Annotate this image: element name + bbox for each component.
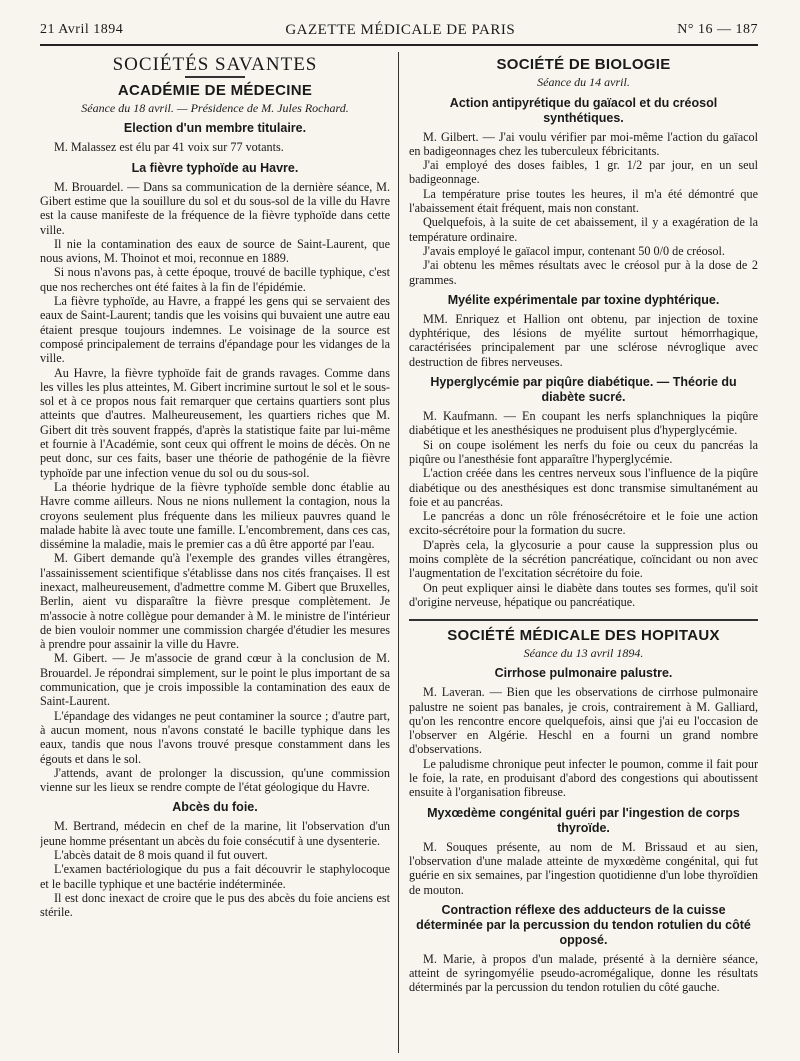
article-paragraph: M. Bertrand, médecin en chef de la marine, lit l'observation d'un jeune homme présentant un abcès du foie consécutif à une dysenterie. [40,819,390,848]
article-paragraph: M. Marie, à propos d'un malade, présenté à la dernière séance, atteint de syringomyélie pseudo-acromégalique, donne les résultats déterminés par la percussion du tendon rotulien du côté gauche. [409,951,758,995]
article-heading-hyperglycemie: Hyperglycémie par piqûre diabétique. — Théorie du diabète sucré. [430,375,737,405]
article-paragraph: D'après cela, la glycosurie a pour cause la suppression plus ou moins complète de la sécrétion pancréatique, coïncidant ou non avec l'augmentation de l'excitation sécrétoire du foie. [409,537,758,581]
article-paragraph: On peut expliquer ainsi le diabète dans toutes ses formes, qu'il soit d'origine nerveuse, hépatique ou pancréatique. [409,580,758,609]
article-paragraph: J'ai employé des doses faibles, 1 gr. 1/2 par jour, en un seul badigeonnage. [409,158,758,187]
article-paragraph: M. Souques présente, au nom de M. Brissaud et au sien, l'observation d'une malade atteinte de myxœdème congénital, qui fut guérie en six semaines, par l'ingestion quotidienne d'un lobe thyroïdien de mouton. [409,839,758,897]
article-heading-myelite: Myélite expérimentale par toxine dyphtérique. [447,292,720,307]
article-paragraph: M. Gibert demande qu'à l'exemple des grandes villes étrangères, l'assainissement scientifique s'établisse dans nos cités françaises. Il est inexact, malheureusement, d'admettre comme M. Gibert que Bruxelles, Berlin, aient vu disparaître la fièvre presque complètement. Je m'associe à notre collègue pour demander à M. le ministre de l'intérieur de bien vouloir nommer une commission chargée d'étudier les mesures à prendre pour assainir la ville du Havre. [40,551,390,652]
seance-line-biologie: Séance du 14 avril. [537,75,630,90]
article-paragraph: M. Gilbert. — J'ai voulu vérifier par moi-même l'action du gaïacol en badigeonnages chez les tuberculeux fébricitants. [409,129,758,158]
section-divider [409,619,758,621]
article-paragraph: La température prise toutes les heures, il m'a été démontré que l'abaissement était fréquent, mais non constant. [409,186,758,216]
article-heading-gaiacol: Action antipyrétique du gaïacol et du créosol synthétiques. [449,95,718,125]
page-header [40,16,758,46]
article-body-contraction [409,952,758,995]
society-title-biologie: SOCIÉTÉ DE BIOLOGIE [496,56,671,73]
article-paragraph: M. Kaufmann. — En coupant les nerfs splanchniques la piqûre diabétique et les anesthésiques ne produisent plus d'hyperglycémie. [409,409,758,438]
article-paragraph: L'épandage des vidanges ne peut contaminer la source ; d'autre part, à aucun moment, nous n'avons constaté le bacille typhique dans les eaux, tandis que nous l'avons trouvé presque constamment dans les égouts et dans le sol. [40,708,390,766]
article-heading-cirrhose: Cirrhose pulmonaire palustre. [494,666,673,681]
article-body-gaiacol [409,130,758,287]
seance-line-hopitaux: Séance du 13 avril 1894. [523,646,644,660]
header-date: 21 Avril 1894 [40,22,124,37]
article-paragraph: M. Laveran. — Bien que les observations de cirrhose pulmonaire palustre ne soient pas banales, je crois, contrairement à M. Galliard, qu'on les rencontre encore quelquefois, ainsi que j'ai eu l'occasion de l'observer en Algérie. Heschl en a fourni un grand nombre d'observations. [409,685,758,757]
article-paragraph: Il est donc inexact de croire que le pus des abcès du foie anciens est stérile. [40,890,390,920]
article-body-myxoedeme [409,840,758,897]
article-heading-contraction: Contraction réflexe des adducteurs de la cuisse déterminée par la percussion du tendon rotulien du côté opposé. [416,902,751,947]
article-heading-election: Election d'un membre titulaire. [123,121,307,136]
article-body-cirrhose [409,685,758,799]
article-body-typhoide [40,180,390,795]
article-body-myelite [409,312,758,369]
article-paragraph: Le paludisme chronique peut infecter le poumon, comme il fait pour le foie, la rate, en produisant d'abord des congestions qui aboutissent ensuite à l'organisation fibreuse. [409,756,758,800]
article-paragraph: Si nous n'avons pas, à cette époque, trouvé de bacille typhique, c'est que nos recherches ont été faites à la fin de l'épidémie. [40,265,390,294]
article-paragraph: L'examen bactériologique du pus a fait découvrir le staphylocoque et le bacille typhique et une bactérie indéterminée. [40,862,390,891]
article-paragraph: Si on coupe isolément les nerfs du foie ou ceux du pancréas la piqûre ou l'anesthésie font apparaître l'hyperglycémie. [409,437,758,466]
article-paragraph: Le pancréas a donc un rôle frénosécrétoire et le foie une action excito-sécrétoire pour la formation du sucre. [409,509,758,538]
article-paragraph: La fièvre typhoïde, au Havre, a frappé les gens qui se servaient des eaux de Saint-Laurent; tandis que les voisins qui buvaient une autre eau étaient presque toujours indemnes. Le voisinage de la source est composé principalement de terrains d'épandage pour les vidanges de la ville. [40,294,390,366]
left-column [40,52,399,1053]
article-paragraph: M. Brouardel. — Dans sa communication de la dernière séance, M. Gibert estime que la souillure du sol et du sous-sol de la ville du Havre est la cause manifeste de la fréquence de la fièvre typhoïde dans cette ville. [40,179,390,237]
journal-title: GAZETTE MÉDICALE DE PARIS [285,21,516,38]
society-title-academie: ACADÉMIE DE MÉDECINE [117,81,313,99]
seance-line-academie: Séance du 18 avril. — Présidence de M. Jules Rochard. [81,101,349,116]
title-rule [185,76,245,78]
article-paragraph: Quelquefois, à la suite de cet abaissement, il y a exagération de la température ordinaire. [409,215,758,244]
article-paragraph: Au Havre, la fièvre typhoïde fait de grands ravages. Comme dans les villes les plus atteintes, M. Gibert incrimine surtout le sol et le sous-sol et à ce propos nous fait remarquer que certains quartiers sont plus atteints que d'autres. Malheureusement, les quartiers riches que M. Gibert dit très souvent frappés, d'après la statistique faite par lui-même et fournie à l'Académie, sont ceux qui offrent le moins de décès. On ne peut donc, sur ces faits, baser une théorie de pathogénie de la fièvre typhoïde par une infection venue du sol ou du sous-sol. [40,365,390,480]
article-paragraph: J'ai obtenu les mêmes résultats avec le créosol pur à la dose de 2 grammes. [409,258,758,287]
section-main-title: SOCIÉTÉS SAVANTES [112,54,318,75]
page-body [40,52,758,1053]
article-paragraph: Il nie la contamination des eaux de source de Saint-Laurent, que nous avions, M. Thoinot et moi, reconnue en 1889. [40,236,390,266]
society-title-hopitaux: SOCIÉTÉ MÉDICALE DES HOPITAUX [447,626,720,644]
article-heading-typhoide: La fièvre typhoïde au Havre. [131,160,299,175]
issue-page-number: N° 16 — 187 [677,22,758,37]
article-paragraph: L'abcès datait de 8 mois quand il fut ouvert. [54,848,268,863]
article-paragraph: La théorie hydrique de la fièvre typhoïde semble donc établie au Havre comme ailleurs. Nous ne nions nullement la contagion, nous la croyons seulement plus fréquente dans les milieux pauvres quand le malade habite là avec toute une famille. L'encombrement, dans ces cas, dissémine la maladie, mais le premier cas a dû être apporté par l'eau. [40,479,390,552]
article-body-hyperglycemie [409,409,758,609]
article-heading-myxoedeme: Myxœdème congénital guéri par l'ingestion de corps thyroïde. [427,805,740,835]
article-paragraph: M. Malassez est élu par 41 voix sur 77 votants. [54,140,284,155]
article-heading-abces: Abcès du foie. [172,800,258,815]
article-paragraph: J'avais employé le gaïacol impur, contenant 50 0/0 de créosol. [423,243,725,258]
right-column [399,52,758,1053]
article-paragraph: J'attends, avant de prolonger la discussion, qu'une commission vienne sur les lieux se rendre compte de l'état géologique du Havre. [40,765,390,795]
article-paragraph: MM. Enriquez et Hallion ont obtenu, par injection de toxine dyphtérique, des lésions de myélite surtout hémorrhagique, caractérisées principalement par une sclérose névroglique avec destruction de fibres nerveuses. [409,311,758,369]
article-paragraph: M. Gibert. — Je m'associe de grand cœur à la conclusion de M. Brouardel. Je répondrai simplement, sur le point le plus important de sa communication, que je crois impossible la contamination des eaux de Saint-Laurent. [40,651,390,709]
article-paragraph: L'action créée dans les centres nerveux sous l'influence de la piqûre diabétique ou des anesthésiques est donc transmise simultanément au foie et au pancréas. [409,466,758,509]
article-body-abces [40,819,390,919]
